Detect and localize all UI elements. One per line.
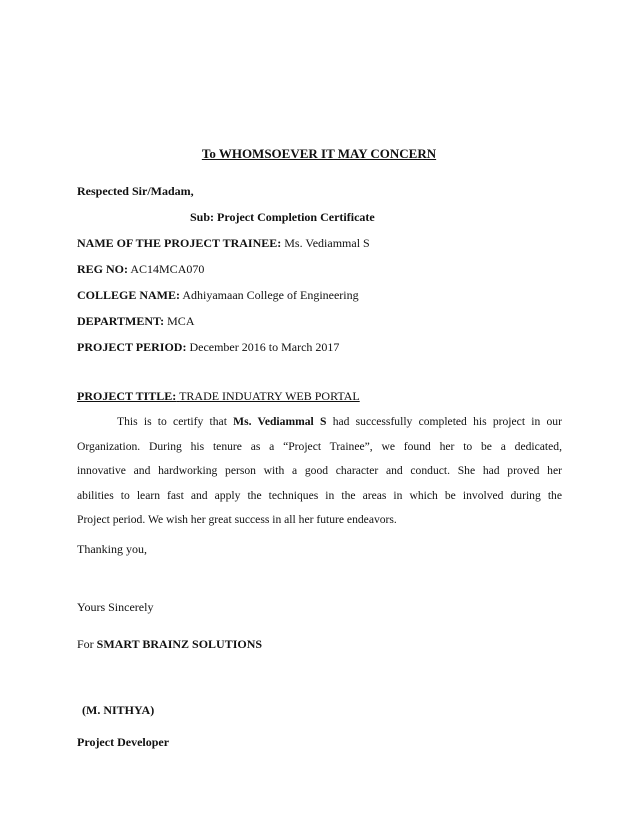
field-label: PROJECT PERIOD: [77, 340, 187, 354]
field-label: NAME OF THE PROJECT TRAINEE: [77, 236, 282, 250]
project-title-label: PROJECT TITLE: [77, 389, 177, 403]
field-value: AC14MCA070 [130, 262, 205, 276]
field-value: MCA [167, 314, 195, 328]
field-label: DEPARTMENT: [77, 314, 165, 328]
body-line-4: abilities to learn fast and apply the techniques in the areas in which be involved during the [77, 488, 562, 502]
project-title [77, 389, 360, 403]
field-department [77, 314, 194, 328]
field-value: December 2016 to March 2017 [189, 340, 340, 354]
subject-line: Sub: Project Completion Certificate [190, 210, 375, 224]
salutation: Respected Sir/Madam, [77, 184, 194, 198]
field-label: COLLEGE NAME: [77, 288, 181, 302]
company-line [77, 637, 262, 651]
field-label: REG NO: [77, 262, 128, 276]
body-line-5: Project period. We wish her great success in all her future endeavors. [77, 513, 397, 526]
letter-title: To WHOMSOEVER IT MAY CONCERN [201, 146, 437, 161]
field-trainee-name [77, 236, 370, 250]
field-college-name [77, 288, 359, 302]
body-line-3: innovative and hardworking person with a good character and conduct. She had proved her [77, 464, 562, 477]
project-title-value: TRADE INDUATRY WEB PORTAL [179, 389, 360, 403]
trainee-name-highlight: Ms. Vediammal S [233, 415, 327, 428]
field-value: Ms. Vediammal S [284, 236, 370, 250]
field-project-period [77, 340, 339, 354]
body-line-2: Organization. During his tenure as a “Project Trainee”, we found her to be a dedicated, [77, 439, 562, 453]
field-reg-no [77, 262, 204, 276]
thanks-line: Thanking you, [77, 542, 147, 556]
body-paragraph [77, 410, 562, 533]
company-name: SMART BRAINZ SOLUTIONS [96, 637, 263, 651]
signatory-name: (M. NITHYA) [82, 703, 155, 717]
closing-line: Yours Sincerely [77, 600, 154, 614]
body-line-1: This is to certify that Ms. Vediammal S had successfully completed his project in our [117, 415, 562, 428]
for-prefix: For [77, 637, 94, 651]
field-value: Adhiyamaan College of Engineering [182, 288, 359, 302]
signatory-designation: Project Developer [77, 735, 170, 749]
